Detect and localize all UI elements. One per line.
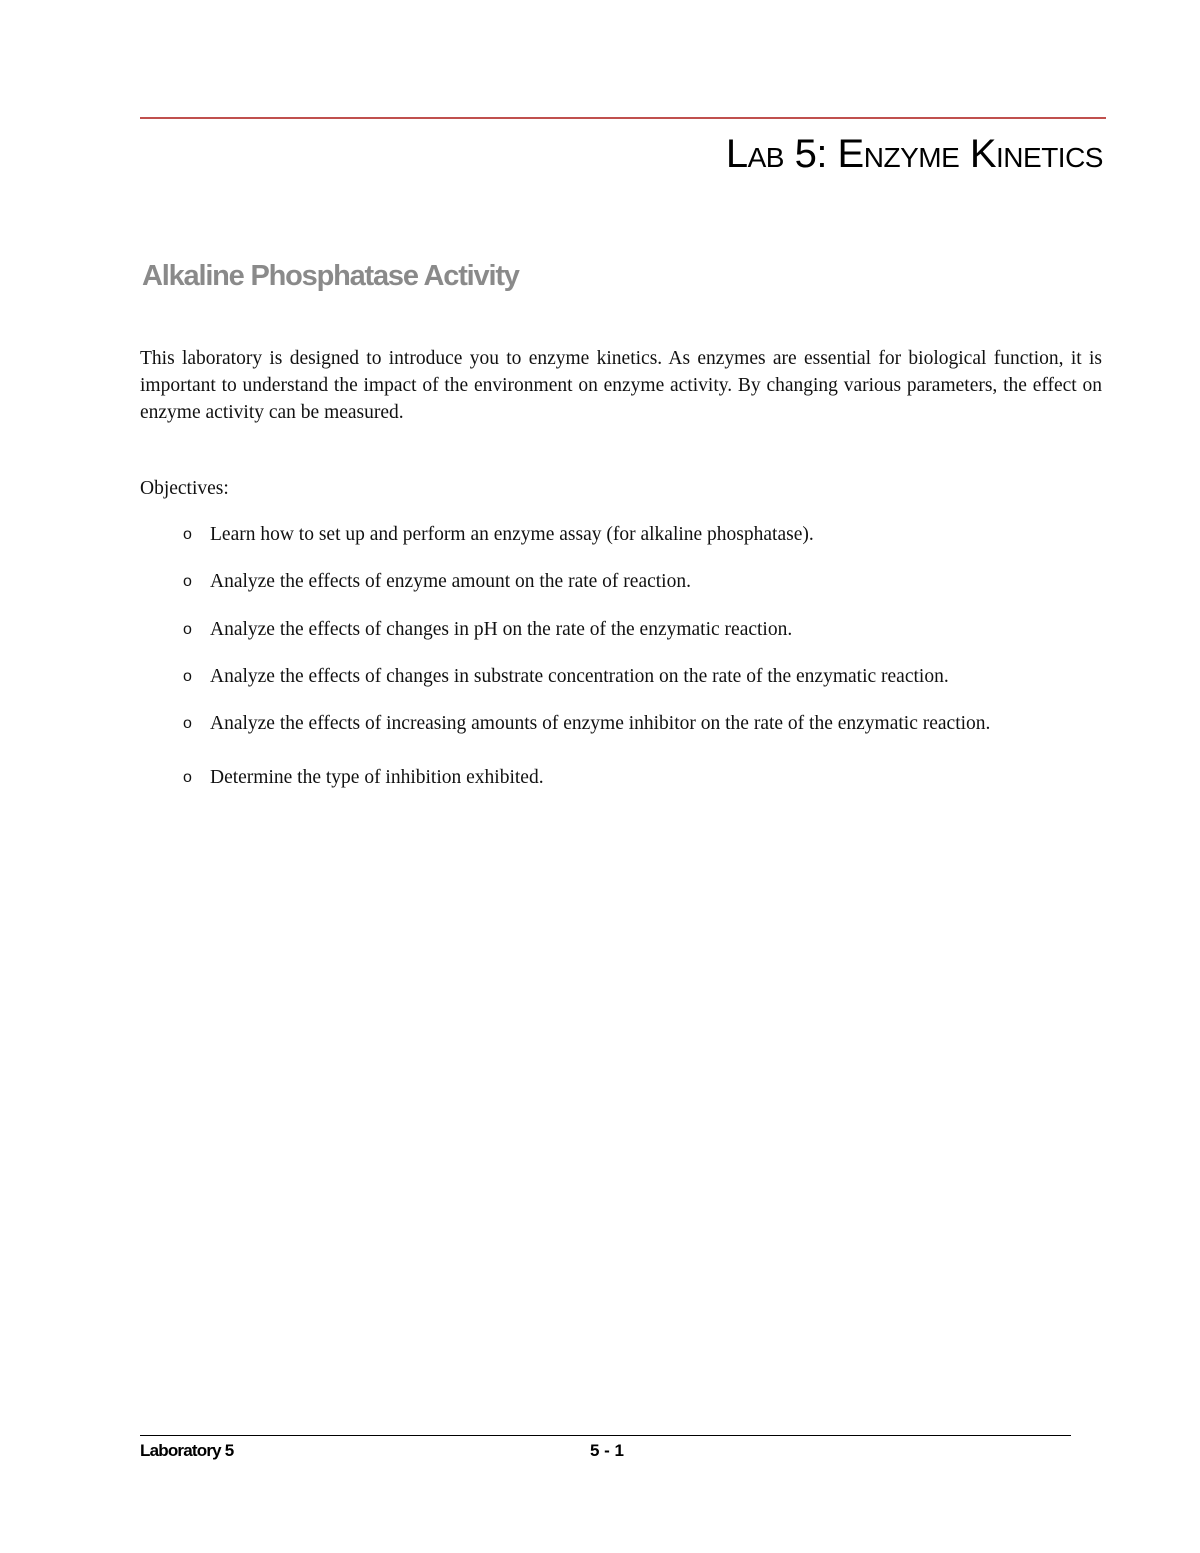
page-number: 5 - 1 <box>590 1441 625 1460</box>
footer-lab-label: Laboratory 5 <box>140 1441 234 1460</box>
section-heading: Alkaline Phosphatase Activity <box>142 260 519 292</box>
objective-text: Analyze the effects of enzyme amount on the rate of reaction. <box>210 571 691 592</box>
objective-text: Analyze the effects of increasing amounts of enzyme inhibitor on the rate of the enzymatic reaction. <box>210 713 991 734</box>
objective-item <box>183 569 1102 594</box>
objective-item <box>183 522 1102 547</box>
bullet-icon: o <box>183 769 192 786</box>
objectives-label: Objectives: <box>140 478 229 499</box>
intro-paragraph: This laboratory is designed to introduce you to enzyme kinetics. As enzymes are essential for biological function, it is important to understand the impact of the environment on enzyme activity. By changing various parameters, the effect on enzyme activity can be measured. <box>140 348 1102 423</box>
bullet-icon: o <box>183 621 192 638</box>
objective-item <box>183 664 1102 689</box>
objective-text: Analyze the effects of changes in pH on the rate of the enzymatic reaction. <box>210 619 793 640</box>
bullet-icon: o <box>183 573 192 590</box>
objective-item <box>183 711 1102 736</box>
header-rule <box>140 117 1106 119</box>
bullet-icon: o <box>183 668 192 685</box>
objective-text: Analyze the effects of changes in substrate concentration on the rate of the enzymatic reaction. <box>210 666 949 687</box>
bullet-icon: o <box>183 715 192 732</box>
footer-rule <box>140 1435 1071 1436</box>
bullet-icon: o <box>183 526 192 543</box>
lab-title: Lab 5: Enzyme Kinetics <box>725 132 1103 176</box>
objective-text: Learn how to set up and perform an enzyme assay (for alkaline phosphatase). <box>210 524 814 545</box>
objective-item <box>183 765 1102 790</box>
objective-text: Determine the type of inhibition exhibited. <box>210 767 544 788</box>
objective-item <box>183 617 1102 642</box>
